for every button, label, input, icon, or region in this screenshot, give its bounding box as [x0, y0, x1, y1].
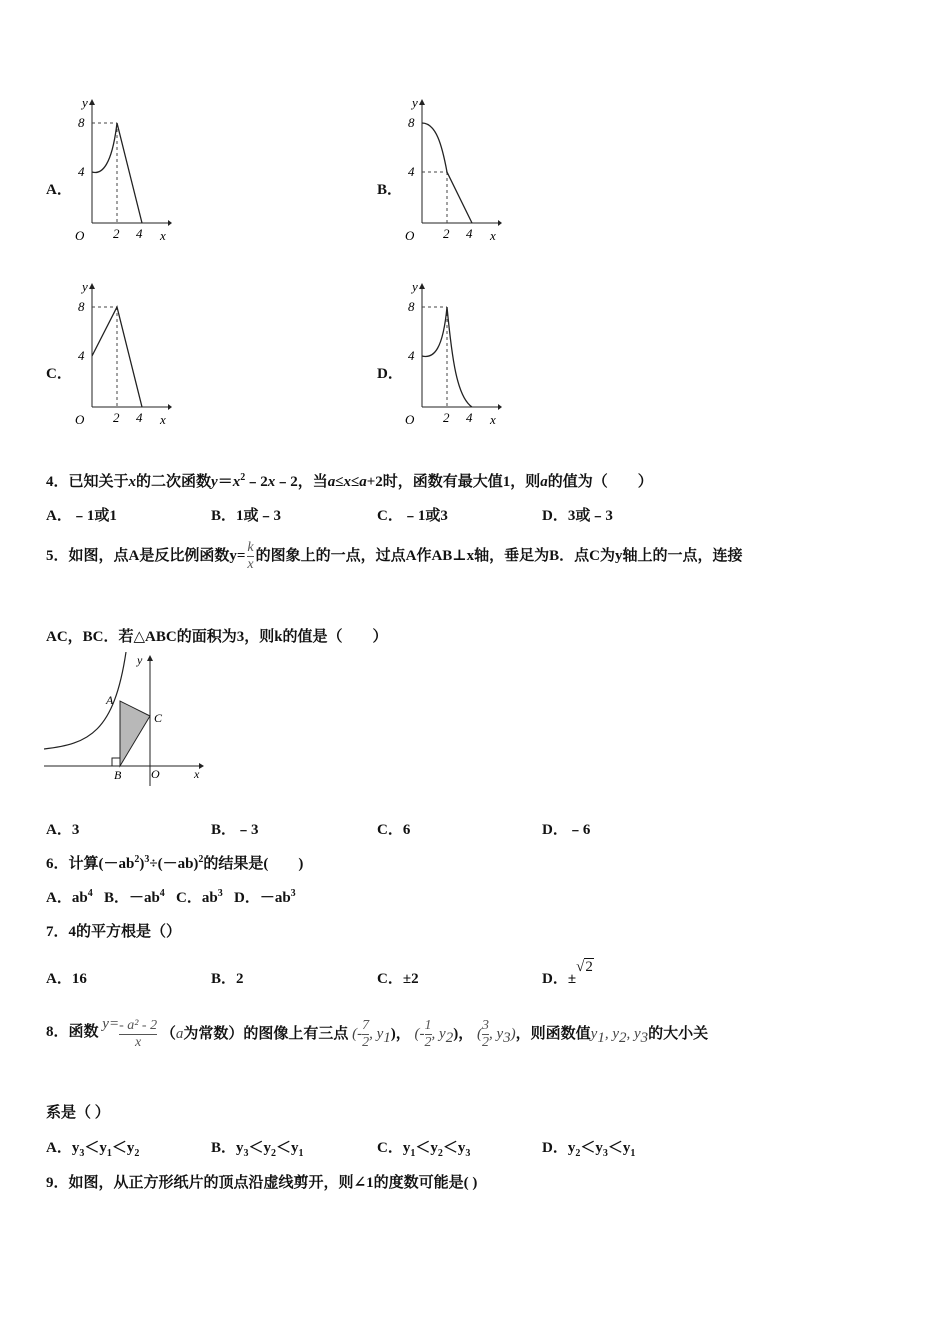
- tick-x-2: 2: [443, 410, 450, 425]
- axis-y-label: y: [412, 95, 418, 110]
- tick-x-4: 4: [466, 226, 473, 241]
- q4-stem: 4．已知关于x的二次函数$y=x^2﹣2x﹣2$，当a≤x≤a+2时，函数有最大值1，则a的值为（ ）: [46, 472, 653, 490]
- graph-option-a: [72, 95, 172, 245]
- q5-option-c[interactable]: C．6: [377, 822, 411, 838]
- graph-option-b: [402, 95, 502, 245]
- tick-8: 8: [78, 299, 85, 314]
- q4-option-d[interactable]: D．3或﹣3: [542, 508, 613, 524]
- q7-option-c[interactable]: C．±2: [377, 971, 419, 987]
- tick-x-4: 4: [136, 226, 143, 241]
- q6-option-a[interactable]: A．$ab^4$: [46, 888, 93, 906]
- axis-x-label: x: [160, 412, 166, 427]
- tick-x-4: 4: [466, 410, 473, 425]
- q8-option-d[interactable]: D．$y_2<y_3<y_1$: [542, 1140, 636, 1159]
- origin-label: O: [405, 412, 415, 427]
- q6-option-c[interactable]: C．$ab^3$: [176, 888, 223, 906]
- q4-option-b[interactable]: B．1或﹣3: [211, 508, 282, 524]
- q8-option-c[interactable]: C．$y_1<y_2<y_3$: [377, 1140, 471, 1159]
- sqrt-icon: √: [576, 959, 585, 975]
- tick-x-4: 4: [136, 410, 143, 425]
- tick-4: 4: [408, 348, 415, 363]
- axis-x-label: x: [160, 228, 166, 243]
- tick-x-2: 2: [113, 226, 120, 241]
- q5-figure: [44, 652, 209, 787]
- option-b-label: B．: [377, 182, 403, 198]
- tick-8: 8: [408, 115, 415, 130]
- option-d-label: D．: [377, 366, 403, 382]
- origin-label: O: [75, 412, 85, 427]
- q6-option-d[interactable]: D．$-ab^3$: [233, 888, 296, 906]
- origin-label: O: [405, 228, 415, 243]
- point-c-label: C: [154, 711, 163, 725]
- q7-stem: 7．4的平方根是（）: [46, 924, 182, 940]
- origin-label: O: [75, 228, 85, 243]
- axis-x-label: x: [490, 412, 496, 427]
- tick-8: 8: [78, 115, 85, 130]
- tick-8: 8: [408, 299, 415, 314]
- q8-option-b[interactable]: B．$y_3<y_2<y_1$: [211, 1140, 304, 1159]
- option-a-label: A．: [46, 182, 72, 198]
- tick-x-2: 2: [443, 226, 450, 241]
- graph-option-c: [72, 279, 172, 429]
- axis-y-label: y: [412, 279, 418, 294]
- q5-option-a[interactable]: A．3: [46, 822, 80, 838]
- tick-4: 4: [78, 348, 85, 363]
- q5-stem-line2: AC，BC．若△ABC的面积为3，则k的值是（ ）: [46, 629, 388, 645]
- point-a-label: A: [106, 693, 114, 707]
- q8-stem-line2: 系是（ ）: [46, 1105, 110, 1121]
- q5-option-b[interactable]: B．﹣3: [211, 822, 259, 838]
- q5-stem-line1: 5．如图，点A是反比例函数y= $\frac{k}{x}$ 的图象上的一点，过点A作AB⊥x轴，垂足为B．点C为y轴上的一点，连接: [46, 540, 743, 572]
- q6-option-b[interactable]: B．$-ab^4$: [103, 888, 165, 906]
- q7-option-a[interactable]: A．16: [46, 971, 87, 987]
- q8-stem-line1: 8．函数 y= $\frac{\text{- a² - 2}}{x}$ （a为常数）的图像上有三点 (- $\frac{7}{2}$ , y1)， (- $\frac{1}{2}$ , y2)， ( $\frac{3}{2}$ , y3)，则函数值y1, y2, y3的大小关: [46, 1015, 709, 1050]
- graph-option-d: [402, 279, 502, 429]
- q4-option-a[interactable]: A．﹣1或1: [46, 508, 117, 524]
- tick-x-2: 2: [113, 410, 120, 425]
- axis-y-label: y: [137, 653, 143, 667]
- point-b-label: B: [114, 768, 122, 782]
- tick-4: 4: [408, 164, 415, 179]
- q6-stem: 6．计算$(-ab^2)^3\div(-ab)^2$的结果是( ): [46, 854, 304, 872]
- axis-x-label: x: [490, 228, 496, 243]
- tick-4: 4: [78, 164, 85, 179]
- q7-option-d[interactable]: D．±√2: [542, 959, 593, 987]
- q8-option-a[interactable]: A．$y_3<y_1<y_2$: [46, 1140, 140, 1159]
- q4-option-c[interactable]: C．﹣1或3: [377, 508, 448, 524]
- axis-y-label: y: [82, 279, 88, 294]
- q9-stem: 9．如图，从正方形纸片的顶点沿虚线剪开，则∠1的度数可能是( ): [46, 1175, 478, 1191]
- option-c-label: C．: [46, 366, 72, 382]
- origin-label: O: [151, 767, 160, 781]
- q6-options: [46, 886, 296, 907]
- q7-option-b[interactable]: B．2: [211, 971, 244, 987]
- axis-y-label: y: [82, 95, 88, 110]
- axis-x-label: x: [194, 767, 200, 781]
- q5-option-d[interactable]: D．﹣6: [542, 822, 591, 838]
